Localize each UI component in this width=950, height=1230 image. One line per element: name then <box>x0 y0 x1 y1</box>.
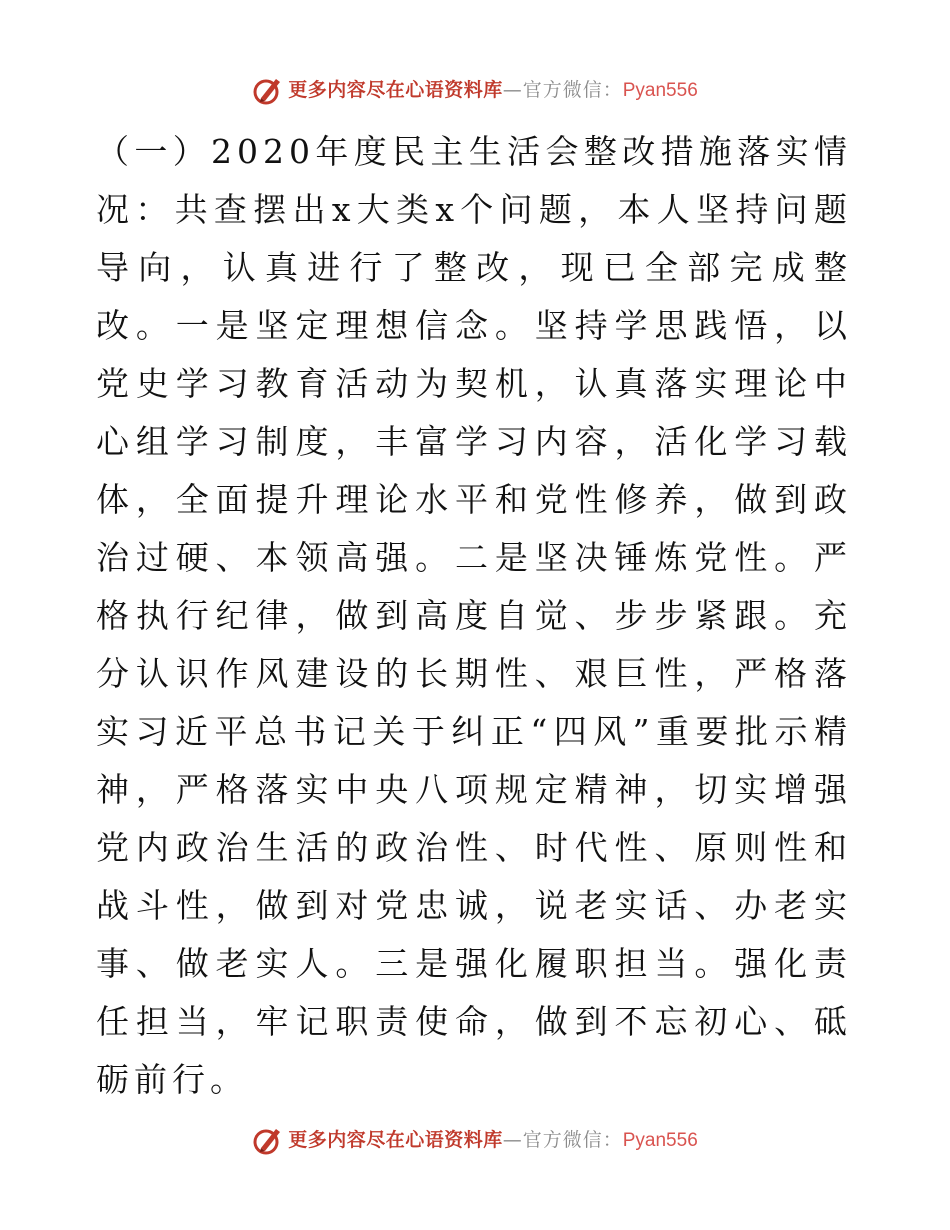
pen-circle-logo-icon <box>252 1124 284 1156</box>
header-banner-text <box>288 78 698 101</box>
footer-banner-text <box>288 1128 698 1151</box>
body-paragraph: （一）2020年度民主生活会整改措施落实情况：共查摆出x大类x个问题，本人坚持问题导向，认真进行了整改，现已全部完成整改。一是坚定理想信念。坚持学思践悟，以党史学习教育活动为契机，认真落实理论中心组学习制度，丰富学习内容，活化学习载体，全面提升理论水平和党性修养，做到政治过硬、本领高强。二是坚决锤炼党性。严格执行纪律，做到高度自觉、步步紧跟。充分认识作风建设的长期性、艰巨性，严格落实习近平总书记关于纠正“四风”重要批示精神，严格落实中央八项规定精神，切实增强党内政治生活的政治性、时代性、原则性和战斗性，做到对党忠诚，说老实话、办老实事、做老实人。三是强化履职担当。强化责任担当，牢记职责使命，做到不忘初心、砥砺前行。 <box>96 132 852 1099</box>
footer-banner <box>0 1120 950 1160</box>
header-banner <box>0 70 950 110</box>
header-banner-wechat-label: —官方微信： <box>502 78 623 101</box>
header-banner-site-name: 更多内容尽在心语资料库 <box>288 78 503 101</box>
footer-banner-wechat-id: Pyan556 <box>622 1129 698 1151</box>
footer-banner-site-name: 更多内容尽在心语资料库 <box>288 1128 503 1151</box>
header-banner-wechat-id: Pyan556 <box>622 79 698 101</box>
document-body <box>96 123 852 1109</box>
footer-banner-wechat-label: —官方微信： <box>502 1128 623 1151</box>
pen-circle-logo-icon <box>252 74 284 106</box>
